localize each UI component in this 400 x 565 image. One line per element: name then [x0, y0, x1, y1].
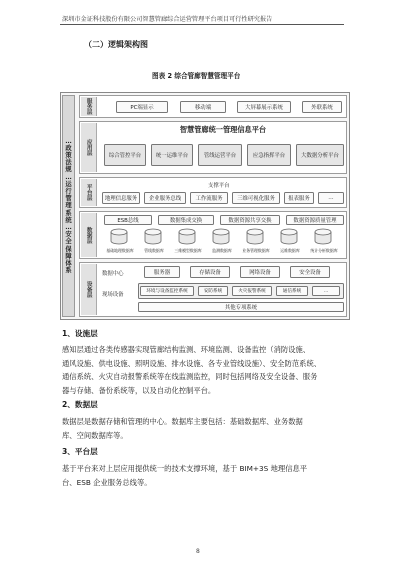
side-label-char: 策	[65, 151, 72, 159]
field-equipment-label: 现场设备	[102, 292, 124, 298]
data-bar-sharing: 数据资源共享交换	[220, 215, 280, 225]
side-label-char: 政	[65, 144, 72, 152]
section-heading: （二）逻辑架构图	[84, 40, 148, 49]
field-more: …	[312, 286, 340, 296]
data-layer-label	[81, 213, 97, 257]
platform-item-3d: 三维可视化服务	[232, 192, 280, 204]
side-label-char: 行	[65, 187, 72, 195]
side-label-char: 管	[65, 195, 72, 203]
side-label-char: 规	[65, 166, 72, 174]
side-label-char: …	[65, 137, 72, 145]
application-layer	[79, 121, 347, 174]
side-label-char: 统	[65, 216, 72, 224]
database-label: 监测数据库	[212, 248, 232, 253]
eq-storage: 存储设备	[190, 266, 230, 278]
app-item-integrated-control: 综合管控平台	[104, 144, 146, 166]
service-item-big-screen: 大屏幕展示系统	[237, 101, 291, 113]
data-bar-integration: 数据集成交换	[158, 215, 214, 225]
app-item-emergency: 应急指挥平台	[247, 144, 291, 166]
section-3-text	[62, 462, 344, 489]
text-line: 通信系统、火灾自动报警系统等在线监测监控，同时包括网络及安全设备、服务	[62, 372, 318, 381]
database-label: 统计分析数据库	[310, 248, 338, 253]
section-2-text	[62, 415, 344, 442]
data-bar-esb: ESB总线	[104, 215, 152, 225]
section-3-title: 3、平台层	[62, 447, 98, 456]
service-layer-label-text: 服务层	[85, 98, 92, 115]
platform-layer-label	[81, 179, 97, 206]
app-item-unified-ops: 统一运维平台	[151, 144, 193, 166]
service-layer	[79, 95, 347, 118]
side-label-char: 系	[65, 209, 72, 217]
data-center-label: 数据中心	[102, 271, 124, 277]
application-layer-title: 智慧管廊统一管理信息平台	[179, 125, 267, 134]
running-header: 深圳市金证科技股份有限公司智慧管廊综合运营管理平台项目可行性研究报告	[62, 16, 273, 23]
side-label-char: 系	[65, 267, 72, 275]
application-layer-label-text: 应用层	[85, 139, 92, 156]
side-label-char: 法	[65, 159, 72, 167]
eq-network: 网络设备	[240, 266, 280, 278]
side-label-char: 全	[65, 238, 72, 246]
database-icon	[246, 228, 264, 245]
database-label: 管线数据库	[144, 248, 164, 253]
database-label: 运维数据库	[280, 248, 300, 253]
database-label: 基础地理数据库	[106, 248, 134, 253]
field-security: 安防系统	[198, 286, 228, 296]
data-bar-quality: 数据资源质量管理	[286, 215, 344, 225]
side-label-char: …	[65, 173, 72, 181]
database-icon	[212, 228, 230, 245]
side-label-char: 体	[65, 260, 72, 268]
page-number: 8	[196, 548, 200, 555]
text-line: 数据层是数据存储和管理的中心。数据库主要包括：基础数据库、业务数据	[62, 417, 303, 426]
platform-layer-label-text: 平台层	[85, 184, 92, 201]
field-env-monitor: 环境与设备监控系统	[140, 286, 194, 296]
app-item-pipeline-ops: 管线运营平台	[198, 144, 242, 166]
eq-server: 服务器	[144, 266, 180, 278]
text-line: 台、ESB 企业服务总线等。	[62, 477, 152, 487]
text-line: 通风设施、供电设施、照明设施、排水设施、各专业管线设施）、安全防范系统、	[62, 358, 322, 368]
database-icon	[280, 228, 298, 245]
side-label-char: 保	[65, 245, 72, 253]
side-label-column	[62, 95, 75, 317]
field-fire-alarm: 火灾报警系统	[232, 286, 272, 296]
service-item-mobile: 移动端	[180, 101, 226, 113]
database-label: 三维模型数据库	[174, 248, 202, 253]
application-layer-label	[81, 123, 97, 172]
database-icon	[144, 228, 162, 245]
database-label: 业务管理数据库	[242, 248, 270, 253]
section-2-title: 2、数据层	[62, 400, 98, 409]
service-layer-label	[81, 97, 97, 116]
equipment-layer-label-text: 设备层	[85, 281, 92, 298]
field-communication: 通信系统	[276, 286, 308, 296]
equipment-layer-label	[81, 264, 97, 315]
platform-layer	[79, 177, 347, 208]
side-label-char: 障	[65, 252, 72, 260]
side-label-char: 运	[65, 180, 72, 188]
platform-item-report: 报表服务	[284, 192, 314, 204]
platform-item-more: …	[318, 192, 344, 204]
text-line: 库、空间数据库等。	[62, 430, 128, 440]
section-1-text	[62, 343, 344, 397]
other-special-systems: 其他专项系统	[138, 302, 344, 312]
platform-layer-title: 支撑平台	[208, 183, 230, 189]
service-item-pc: PC端显示	[116, 101, 168, 113]
side-label-char: …	[65, 224, 72, 231]
data-layer	[79, 211, 347, 259]
side-label-char: 安	[65, 231, 72, 239]
header-rule	[60, 24, 344, 25]
text-line: 感知层通过各类传感器实现管廊结构监测、环境监测、设备监控（消防设施、	[62, 345, 311, 354]
text-line: 基于平台来对上层应用提供统一的技术支撑环境，基于 BIM+3S 地理信息平	[62, 464, 308, 473]
figure-caption: 图表 2 综合管廊智慧管理平台	[152, 72, 241, 80]
platform-item-gis: 地理信息服务	[102, 192, 140, 204]
eq-security: 安全设备	[290, 266, 330, 278]
database-icon	[110, 228, 128, 245]
section-1-title: 1、设施层	[62, 329, 98, 338]
platform-item-esb: 企业服务总线	[144, 192, 186, 204]
platform-item-workflow: 工作流服务	[190, 192, 228, 204]
database-icon	[178, 228, 196, 245]
text-line: 器与存储、备份系统等，以及自动化控制平台。	[62, 385, 216, 395]
architecture-diagram	[60, 92, 350, 322]
app-item-big-data: 大数据分析平台	[296, 144, 344, 166]
database-icon	[314, 228, 332, 245]
service-item-external: 外联系统	[302, 101, 342, 113]
equipment-layer	[79, 262, 347, 317]
side-label-char: 理	[65, 202, 72, 210]
data-layer-label-text: 数据层	[85, 226, 92, 244]
